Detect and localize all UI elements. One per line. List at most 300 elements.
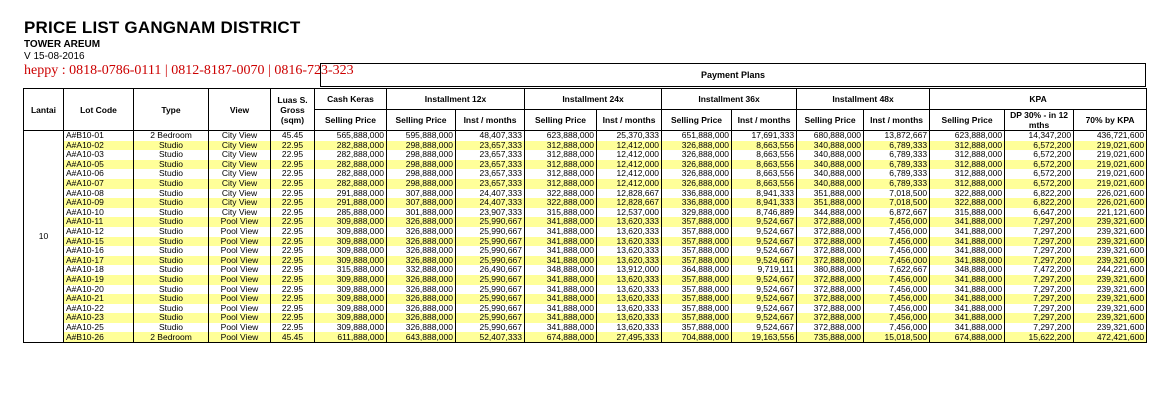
table-row (24, 246, 1147, 256)
kpa-dp30-cell: 6,647,200 (1005, 208, 1074, 218)
inst36-price-cell: 357,888,000 (662, 217, 732, 227)
cash-price-cell: 309,888,000 (315, 313, 387, 323)
inst12-price-cell: 326,888,000 (387, 217, 456, 227)
inst48-price-cell: 340,888,000 (797, 141, 864, 151)
table-row (24, 256, 1147, 266)
inst24-price-cell: 674,888,000 (525, 332, 597, 342)
kpa-dp30-cell: 7,297,200 (1005, 313, 1074, 323)
kpa-70-cell: 226,021,600 (1074, 189, 1147, 199)
view-cell: Pool View (209, 217, 271, 227)
view-cell: City View (209, 141, 271, 151)
lot-code-cell: A#A10-25 (64, 323, 134, 333)
luas-cell: 45.45 (271, 332, 315, 342)
inst24-price-cell: 341,888,000 (525, 256, 597, 266)
kpa-dp30-cell: 7,297,200 (1005, 256, 1074, 266)
sub-12-inst-months: Inst / months (456, 110, 525, 131)
lot-code-cell: A#A10-18 (64, 265, 134, 275)
kpa-70-cell: 239,321,600 (1074, 217, 1147, 227)
inst24-price-cell: 315,888,000 (525, 208, 597, 218)
kpa-70-cell: 219,021,600 (1074, 169, 1147, 179)
inst24-price-cell: 312,888,000 (525, 150, 597, 160)
sub-kpa-70: 70% by KPA (1074, 110, 1147, 131)
view-cell: Pool View (209, 265, 271, 275)
inst24-price-cell: 341,888,000 (525, 304, 597, 314)
inst12-price-cell: 326,888,000 (387, 246, 456, 256)
inst36-monthly-cell: 9,719,111 (732, 265, 797, 275)
kpa-price-cell: 341,888,000 (930, 294, 1005, 304)
cash-price-cell: 282,888,000 (315, 179, 387, 189)
kpa-price-cell: 312,888,000 (930, 160, 1005, 170)
inst48-price-cell: 372,888,000 (797, 246, 864, 256)
inst24-monthly-cell: 13,620,333 (597, 294, 662, 304)
inst36-price-cell: 357,888,000 (662, 237, 732, 247)
inst36-price-cell: 326,888,000 (662, 179, 732, 189)
luas-cell: 22.95 (271, 265, 315, 275)
inst12-monthly-cell: 24,407,333 (456, 189, 525, 199)
view-cell: Pool View (209, 237, 271, 247)
inst12-price-cell: 298,888,000 (387, 169, 456, 179)
inst12-price-cell: 326,888,000 (387, 237, 456, 247)
cash-price-cell: 309,888,000 (315, 304, 387, 314)
sub-kpa-selling-price: Selling Price (930, 110, 1005, 131)
table-row (24, 179, 1147, 189)
table-row (24, 332, 1147, 342)
inst48-price-cell: 372,888,000 (797, 275, 864, 285)
inst36-price-cell: 357,888,000 (662, 246, 732, 256)
cash-price-cell: 309,888,000 (315, 285, 387, 295)
inst48-monthly-cell: 7,456,000 (864, 217, 930, 227)
view-cell: Pool View (209, 275, 271, 285)
lot-code-cell: A#A10-21 (64, 294, 134, 304)
view-cell: Pool View (209, 304, 271, 314)
view-cell: Pool View (209, 313, 271, 323)
type-cell: Studio (134, 141, 209, 151)
lot-code-cell: A#A10-02 (64, 141, 134, 151)
inst36-monthly-cell: 9,524,667 (732, 323, 797, 333)
inst48-price-cell: 372,888,000 (797, 217, 864, 227)
inst36-monthly-cell: 8,663,556 (732, 160, 797, 170)
lot-code-cell: A#A10-08 (64, 189, 134, 199)
kpa-dp30-cell: 7,297,200 (1005, 294, 1074, 304)
version-label: V 15-08-2016 (24, 51, 85, 62)
inst36-monthly-cell: 9,524,667 (732, 217, 797, 227)
inst36-monthly-cell: 19,163,556 (732, 332, 797, 342)
inst12-monthly-cell: 25,990,667 (456, 227, 525, 237)
luas-cell: 22.95 (271, 294, 315, 304)
inst36-price-cell: 326,888,000 (662, 169, 732, 179)
cash-price-cell: 309,888,000 (315, 246, 387, 256)
inst24-price-cell: 312,888,000 (525, 169, 597, 179)
luas-cell: 22.95 (271, 227, 315, 237)
table-row (24, 304, 1147, 314)
inst48-price-cell: 372,888,000 (797, 304, 864, 314)
table-row (24, 189, 1147, 199)
inst24-monthly-cell: 12,537,000 (597, 208, 662, 218)
inst24-monthly-cell: 13,620,333 (597, 256, 662, 266)
inst12-monthly-cell: 23,657,333 (456, 160, 525, 170)
luas-cell: 22.95 (271, 169, 315, 179)
inst48-monthly-cell: 7,456,000 (864, 275, 930, 285)
type-cell: Studio (134, 189, 209, 199)
lot-code-cell: A#A10-12 (64, 227, 134, 237)
kpa-70-cell: 239,321,600 (1074, 285, 1147, 295)
kpa-70-cell: 244,221,600 (1074, 265, 1147, 275)
inst48-price-cell: 344,888,000 (797, 208, 864, 218)
col-view: View (209, 89, 271, 131)
view-cell: City View (209, 169, 271, 179)
inst24-monthly-cell: 13,912,000 (597, 265, 662, 275)
kpa-dp30-cell: 7,472,200 (1005, 265, 1074, 275)
inst12-monthly-cell: 25,990,667 (456, 237, 525, 247)
inst24-monthly-cell: 13,620,333 (597, 285, 662, 295)
kpa-price-cell: 341,888,000 (930, 227, 1005, 237)
type-cell: Studio (134, 285, 209, 295)
inst36-price-cell: 336,888,000 (662, 189, 732, 199)
col-lot-code: Lot Code (64, 89, 134, 131)
kpa-price-cell: 341,888,000 (930, 313, 1005, 323)
inst12-monthly-cell: 23,657,333 (456, 169, 525, 179)
page-title: PRICE LIST GANGNAM DISTRICT (24, 18, 301, 37)
inst36-monthly-cell: 9,524,667 (732, 294, 797, 304)
luas-cell: 22.95 (271, 313, 315, 323)
kpa-price-cell: 341,888,000 (930, 323, 1005, 333)
inst36-monthly-cell: 8,941,333 (732, 198, 797, 208)
table-row (24, 313, 1147, 323)
lot-code-cell: A#A10-22 (64, 304, 134, 314)
cash-price-cell: 282,888,000 (315, 150, 387, 160)
cash-price-cell: 309,888,000 (315, 217, 387, 227)
inst36-monthly-cell: 9,524,667 (732, 285, 797, 295)
inst36-monthly-cell: 9,524,667 (732, 256, 797, 266)
table-row (24, 169, 1147, 179)
lot-code-cell: A#A10-11 (64, 217, 134, 227)
inst12-price-cell: 298,888,000 (387, 141, 456, 151)
inst36-monthly-cell: 17,691,333 (732, 131, 797, 141)
type-cell: Studio (134, 294, 209, 304)
luas-cell: 22.95 (271, 208, 315, 218)
lot-code-cell: A#A10-15 (64, 237, 134, 247)
cash-price-cell: 285,888,000 (315, 208, 387, 218)
payment-plans-header: Payment Plans (320, 63, 1146, 87)
inst36-monthly-cell: 8,663,556 (732, 169, 797, 179)
inst12-price-cell: 307,888,000 (387, 189, 456, 199)
kpa-price-cell: 341,888,000 (930, 304, 1005, 314)
sub-cash-selling-price: Selling Price (315, 110, 387, 131)
kpa-price-cell: 341,888,000 (930, 237, 1005, 247)
inst48-monthly-cell: 7,018,500 (864, 189, 930, 199)
inst48-price-cell: 340,888,000 (797, 169, 864, 179)
view-cell: City View (209, 131, 271, 141)
kpa-dp30-cell: 15,622,200 (1005, 332, 1074, 342)
inst12-price-cell: 332,888,000 (387, 265, 456, 275)
cash-price-cell: 611,888,000 (315, 332, 387, 342)
cash-price-cell: 309,888,000 (315, 237, 387, 247)
inst12-monthly-cell: 52,407,333 (456, 332, 525, 342)
cash-price-cell: 291,888,000 (315, 189, 387, 199)
type-cell: Studio (134, 208, 209, 218)
kpa-70-cell: 239,321,600 (1074, 323, 1147, 333)
col-inst24: Installment 24x (525, 89, 662, 110)
kpa-70-cell: 219,021,600 (1074, 179, 1147, 189)
view-cell: City View (209, 160, 271, 170)
luas-cell: 22.95 (271, 141, 315, 151)
type-cell: Studio (134, 150, 209, 160)
inst24-monthly-cell: 13,620,333 (597, 275, 662, 285)
luas-cell: 22.95 (271, 304, 315, 314)
inst36-price-cell: 704,888,000 (662, 332, 732, 342)
inst24-price-cell: 341,888,000 (525, 285, 597, 295)
inst36-price-cell: 326,888,000 (662, 141, 732, 151)
luas-cell: 22.95 (271, 150, 315, 160)
inst48-monthly-cell: 7,456,000 (864, 294, 930, 304)
table-row (24, 227, 1147, 237)
inst36-monthly-cell: 8,663,556 (732, 150, 797, 160)
inst24-price-cell: 341,888,000 (525, 237, 597, 247)
sub-36-inst-months: Inst / months (732, 110, 797, 131)
inst48-price-cell: 351,888,000 (797, 198, 864, 208)
inst12-monthly-cell: 25,990,667 (456, 294, 525, 304)
inst12-price-cell: 643,888,000 (387, 332, 456, 342)
kpa-price-cell: 674,888,000 (930, 332, 1005, 342)
sub-24-selling-price: Selling Price (525, 110, 597, 131)
inst48-monthly-cell: 6,789,333 (864, 141, 930, 151)
type-cell: Studio (134, 198, 209, 208)
inst48-price-cell: 372,888,000 (797, 237, 864, 247)
inst48-price-cell: 372,888,000 (797, 256, 864, 266)
kpa-price-cell: 322,888,000 (930, 198, 1005, 208)
sub-48-selling-price: Selling Price (797, 110, 864, 131)
kpa-dp30-cell: 6,822,200 (1005, 198, 1074, 208)
inst12-price-cell: 595,888,000 (387, 131, 456, 141)
inst48-price-cell: 372,888,000 (797, 323, 864, 333)
kpa-price-cell: 341,888,000 (930, 246, 1005, 256)
view-cell: City View (209, 208, 271, 218)
kpa-price-cell: 341,888,000 (930, 285, 1005, 295)
col-cash-keras: Cash Keras (315, 89, 387, 110)
kpa-price-cell: 312,888,000 (930, 150, 1005, 160)
tower-name: TOWER AREUM (24, 39, 101, 50)
cash-price-cell: 282,888,000 (315, 160, 387, 170)
luas-cell: 22.95 (271, 198, 315, 208)
inst36-monthly-cell: 8,663,556 (732, 179, 797, 189)
inst36-price-cell: 364,888,000 (662, 265, 732, 275)
type-cell: Studio (134, 275, 209, 285)
type-cell: Studio (134, 179, 209, 189)
inst48-monthly-cell: 6,872,667 (864, 208, 930, 218)
inst36-price-cell: 357,888,000 (662, 275, 732, 285)
lot-code-cell: A#A10-05 (64, 160, 134, 170)
inst12-monthly-cell: 25,990,667 (456, 323, 525, 333)
inst48-monthly-cell: 7,018,500 (864, 198, 930, 208)
lot-code-cell: A#A10-16 (64, 246, 134, 256)
inst24-price-cell: 341,888,000 (525, 275, 597, 285)
cash-price-cell: 315,888,000 (315, 265, 387, 275)
inst24-monthly-cell: 13,620,333 (597, 313, 662, 323)
type-cell: Studio (134, 237, 209, 247)
kpa-70-cell: 239,321,600 (1074, 237, 1147, 247)
inst48-price-cell: 372,888,000 (797, 227, 864, 237)
inst36-monthly-cell: 9,524,667 (732, 237, 797, 247)
luas-cell: 22.95 (271, 246, 315, 256)
cash-price-cell: 282,888,000 (315, 169, 387, 179)
cash-price-cell: 309,888,000 (315, 275, 387, 285)
inst48-price-cell: 340,888,000 (797, 179, 864, 189)
inst12-price-cell: 298,888,000 (387, 160, 456, 170)
kpa-70-cell: 239,321,600 (1074, 275, 1147, 285)
inst48-price-cell: 340,888,000 (797, 160, 864, 170)
table-row (24, 160, 1147, 170)
view-cell: Pool View (209, 246, 271, 256)
inst24-monthly-cell: 12,412,000 (597, 160, 662, 170)
inst48-monthly-cell: 7,456,000 (864, 237, 930, 247)
inst24-price-cell: 341,888,000 (525, 294, 597, 304)
inst12-price-cell: 326,888,000 (387, 304, 456, 314)
lot-code-cell: A#A10-09 (64, 198, 134, 208)
kpa-price-cell: 623,888,000 (930, 131, 1005, 141)
inst36-price-cell: 357,888,000 (662, 285, 732, 295)
inst48-price-cell: 680,888,000 (797, 131, 864, 141)
kpa-price-cell: 341,888,000 (930, 217, 1005, 227)
cash-price-cell: 565,888,000 (315, 131, 387, 141)
view-cell: City View (209, 150, 271, 160)
type-cell: Studio (134, 265, 209, 275)
kpa-price-cell: 341,888,000 (930, 256, 1005, 266)
kpa-70-cell: 436,721,600 (1074, 131, 1147, 141)
luas-cell: 45.45 (271, 131, 315, 141)
col-inst36: Installment 36x (662, 89, 797, 110)
kpa-price-cell: 315,888,000 (930, 208, 1005, 218)
inst12-price-cell: 326,888,000 (387, 227, 456, 237)
type-cell: Studio (134, 169, 209, 179)
kpa-price-cell: 312,888,000 (930, 179, 1005, 189)
cash-price-cell: 291,888,000 (315, 198, 387, 208)
inst12-price-cell: 326,888,000 (387, 275, 456, 285)
col-inst48: Installment 48x (797, 89, 930, 110)
kpa-dp30-cell: 6,572,200 (1005, 160, 1074, 170)
col-inst12: Installment 12x (387, 89, 525, 110)
view-cell: Pool View (209, 294, 271, 304)
inst36-monthly-cell: 9,524,667 (732, 275, 797, 285)
inst24-monthly-cell: 13,620,333 (597, 323, 662, 333)
kpa-70-cell: 219,021,600 (1074, 160, 1147, 170)
inst36-price-cell: 357,888,000 (662, 227, 732, 237)
lot-code-cell: A#A10-03 (64, 150, 134, 160)
col-luas: Luas S. Gross (sqm) (271, 89, 315, 131)
inst36-monthly-cell: 9,524,667 (732, 246, 797, 256)
sub-12-selling-price: Selling Price (387, 110, 456, 131)
contact-info: heppy : 0818-0786-0111 | 0812-8187-0070 | 0816-723-323 (24, 63, 354, 78)
inst48-monthly-cell: 7,456,000 (864, 304, 930, 314)
kpa-70-cell: 239,321,600 (1074, 256, 1147, 266)
kpa-dp30-cell: 7,297,200 (1005, 237, 1074, 247)
inst12-monthly-cell: 25,990,667 (456, 304, 525, 314)
inst24-price-cell: 341,888,000 (525, 313, 597, 323)
inst36-price-cell: 357,888,000 (662, 313, 732, 323)
luas-cell: 22.95 (271, 160, 315, 170)
type-cell: Studio (134, 313, 209, 323)
inst36-price-cell: 651,888,000 (662, 131, 732, 141)
kpa-dp30-cell: 6,572,200 (1005, 150, 1074, 160)
inst12-monthly-cell: 26,490,667 (456, 265, 525, 275)
col-kpa: KPA (930, 89, 1147, 110)
inst12-monthly-cell: 25,990,667 (456, 313, 525, 323)
kpa-price-cell: 341,888,000 (930, 275, 1005, 285)
inst24-monthly-cell: 13,620,333 (597, 217, 662, 227)
lot-code-cell: A#A10-06 (64, 169, 134, 179)
kpa-70-cell: 239,321,600 (1074, 313, 1147, 323)
type-cell: Studio (134, 246, 209, 256)
kpa-70-cell: 219,021,600 (1074, 150, 1147, 160)
cash-price-cell: 309,888,000 (315, 294, 387, 304)
inst24-monthly-cell: 12,412,000 (597, 179, 662, 189)
inst48-price-cell: 380,888,000 (797, 265, 864, 275)
table-row (24, 150, 1147, 160)
table-row (24, 323, 1147, 333)
inst24-price-cell: 322,888,000 (525, 189, 597, 199)
kpa-price-cell: 312,888,000 (930, 141, 1005, 151)
inst36-monthly-cell: 8,663,556 (732, 141, 797, 151)
kpa-dp30-cell: 7,297,200 (1005, 323, 1074, 333)
inst24-monthly-cell: 12,412,000 (597, 169, 662, 179)
inst36-price-cell: 357,888,000 (662, 294, 732, 304)
cash-price-cell: 309,888,000 (315, 227, 387, 237)
table-row (24, 237, 1147, 247)
luas-cell: 22.95 (271, 323, 315, 333)
table-row (24, 208, 1147, 218)
inst24-monthly-cell: 12,412,000 (597, 150, 662, 160)
sub-kpa-dp30: DP 30% - in 12 mths (1005, 110, 1074, 131)
inst24-monthly-cell: 12,828,667 (597, 198, 662, 208)
inst12-monthly-cell: 23,907,333 (456, 208, 525, 218)
kpa-dp30-cell: 6,822,200 (1005, 189, 1074, 199)
inst24-monthly-cell: 13,620,333 (597, 237, 662, 247)
table-row (24, 217, 1147, 227)
inst36-monthly-cell: 9,524,667 (732, 227, 797, 237)
inst36-price-cell: 357,888,000 (662, 323, 732, 333)
inst12-price-cell: 298,888,000 (387, 179, 456, 189)
sub-48-inst-months: Inst / months (864, 110, 930, 131)
inst12-price-cell: 298,888,000 (387, 150, 456, 160)
view-cell: Pool View (209, 332, 271, 342)
inst48-price-cell: 735,888,000 (797, 332, 864, 342)
inst36-price-cell: 326,888,000 (662, 160, 732, 170)
type-cell: Studio (134, 227, 209, 237)
kpa-dp30-cell: 6,572,200 (1005, 169, 1074, 179)
sub-24-inst-months: Inst / months (597, 110, 662, 131)
table-row (24, 265, 1147, 275)
kpa-70-cell: 239,321,600 (1074, 294, 1147, 304)
lot-code-cell: A#A10-07 (64, 179, 134, 189)
inst24-price-cell: 341,888,000 (525, 227, 597, 237)
kpa-dp30-cell: 6,572,200 (1005, 141, 1074, 151)
cash-price-cell: 309,888,000 (315, 323, 387, 333)
inst48-monthly-cell: 7,456,000 (864, 313, 930, 323)
table-row (24, 198, 1147, 208)
inst12-monthly-cell: 23,657,333 (456, 179, 525, 189)
inst48-monthly-cell: 7,622,667 (864, 265, 930, 275)
inst24-monthly-cell: 12,828,667 (597, 189, 662, 199)
luas-cell: 22.95 (271, 189, 315, 199)
inst24-monthly-cell: 12,412,000 (597, 141, 662, 151)
kpa-70-cell: 219,021,600 (1074, 141, 1147, 151)
cash-price-cell: 309,888,000 (315, 256, 387, 266)
inst12-price-cell: 326,888,000 (387, 323, 456, 333)
inst48-price-cell: 372,888,000 (797, 313, 864, 323)
lot-code-cell: A#B10-26 (64, 332, 134, 342)
inst48-price-cell: 340,888,000 (797, 150, 864, 160)
inst24-price-cell: 341,888,000 (525, 217, 597, 227)
table-row (24, 285, 1147, 295)
